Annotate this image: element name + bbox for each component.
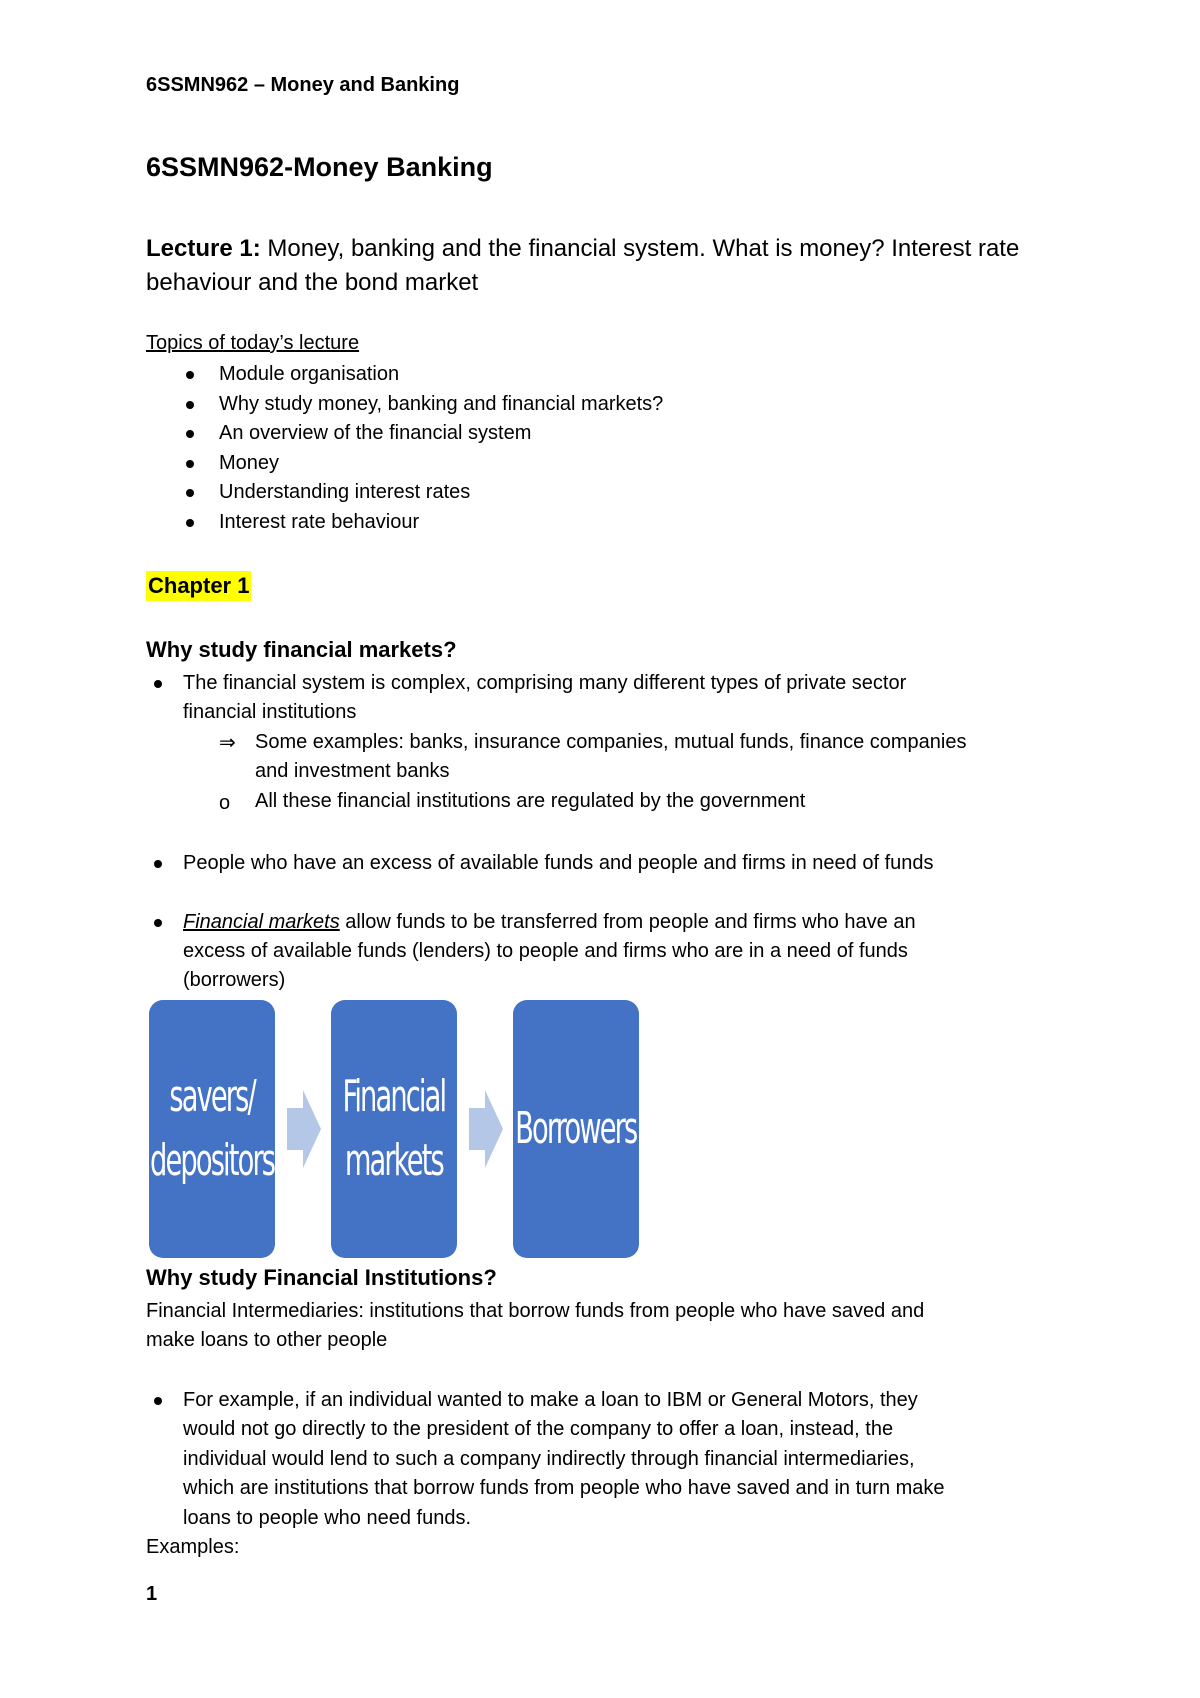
list-item-text: Understanding interest rates bbox=[219, 481, 471, 503]
definition-text: Financial Intermediaries: institutions that borrow funds from people who have saved and bbox=[146, 1300, 925, 1322]
chapter-heading: Chapter 1 bbox=[146, 571, 251, 601]
bullet-text: individual would lend to such a company indirectly through financial intermediaries, bbox=[183, 1448, 915, 1470]
diagram-box-financial-markets bbox=[331, 1000, 457, 1258]
diagram-box-savers bbox=[149, 1000, 275, 1258]
bullet-text: loans to people who need funds. bbox=[183, 1507, 471, 1529]
topics-heading: Topics of today’s lecture bbox=[146, 332, 360, 354]
list-item-text: Money bbox=[219, 451, 280, 474]
lecture-title bbox=[146, 232, 1086, 300]
bullet-icon bbox=[186, 489, 194, 497]
list-item-text: Module organisation bbox=[219, 363, 400, 385]
bullet-text: financial institutions bbox=[183, 701, 357, 723]
circle-bullet-icon: o bbox=[219, 792, 231, 814]
examples-label: Examples: bbox=[146, 1536, 240, 1558]
box-label-line: savers/ bbox=[169, 1071, 255, 1122]
bullet-icon bbox=[186, 371, 194, 379]
bullet-text bbox=[183, 908, 916, 938]
bullet-text: which are institutions that borrow funds from people who have saved and in turn make bbox=[183, 1477, 945, 1499]
box-label-line: markets bbox=[345, 1135, 444, 1186]
list-item bbox=[146, 478, 663, 508]
box-label-line: Borrowers bbox=[515, 1103, 637, 1154]
bullet-icon bbox=[154, 1397, 162, 1405]
definition-text: make loans to other people bbox=[146, 1329, 388, 1351]
emphasis-term: Financial markets bbox=[183, 911, 340, 933]
bullet-icon bbox=[186, 401, 194, 409]
section-heading-financial-institutions: Why study Financial Institutions? bbox=[146, 1265, 497, 1290]
arrow-bullet-icon: ⇒ bbox=[219, 732, 236, 754]
box-label-line: Financial bbox=[342, 1071, 446, 1122]
bullet-icon bbox=[154, 919, 162, 927]
bullet-icon bbox=[186, 460, 194, 468]
topics-list bbox=[146, 360, 663, 537]
running-header: 6SSMN962 – Money and Banking bbox=[146, 74, 460, 96]
bullet-text: People who have an excess of available funds and people and firms in need of funds bbox=[183, 852, 934, 874]
bullet-icon bbox=[186, 519, 194, 527]
bullet-icon bbox=[154, 860, 162, 868]
bullet-text: (borrowers) bbox=[183, 969, 286, 991]
diagram-box-borrowers bbox=[513, 1000, 639, 1258]
bullet-text-rest: allow funds to be transferred from people and firms who have an bbox=[339, 911, 916, 933]
bullet-text: The financial system is complex, comprising many different types of private sector bbox=[183, 672, 907, 694]
sub-bullet-text: and investment banks bbox=[255, 760, 450, 782]
box-label-line: depositors bbox=[149, 1135, 275, 1186]
lecture-label: Lecture 1: bbox=[146, 235, 261, 262]
bullet-icon bbox=[154, 680, 162, 688]
list-item-text: Why study money, banking and financial markets? bbox=[219, 392, 664, 415]
bullet-icon bbox=[186, 430, 194, 438]
list-item bbox=[146, 449, 663, 479]
sub-bullet-text: Some examples: banks, insurance companies, mutual funds, finance companies bbox=[255, 731, 967, 753]
lecture-text: Money, banking and the financial system. What is money? Interest rate behaviour and the bond market bbox=[146, 235, 1020, 296]
bullet-text: would not go directly to the president of the company to offer a loan, instead, the bbox=[183, 1418, 894, 1440]
list-item-text: An overview of the financial system bbox=[219, 422, 532, 444]
list-item bbox=[146, 419, 663, 449]
document-title: 6SSMN962-Money Banking bbox=[146, 152, 493, 182]
bullet-text: excess of available funds (lenders) to people and firms who are in a need of funds bbox=[183, 940, 908, 962]
list-item bbox=[146, 360, 663, 390]
section-heading-financial-markets: Why study financial markets? bbox=[146, 637, 457, 662]
page-number: 1 bbox=[146, 1583, 158, 1605]
list-item bbox=[146, 390, 663, 420]
bullet-text: For example, if an individual wanted to make a loan to IBM or General Motors, they bbox=[183, 1389, 918, 1411]
list-item-text: Interest rate behaviour bbox=[219, 510, 420, 533]
list-item bbox=[146, 508, 663, 538]
sub-bullet-text: All these financial institutions are regulated by the government bbox=[255, 790, 806, 812]
